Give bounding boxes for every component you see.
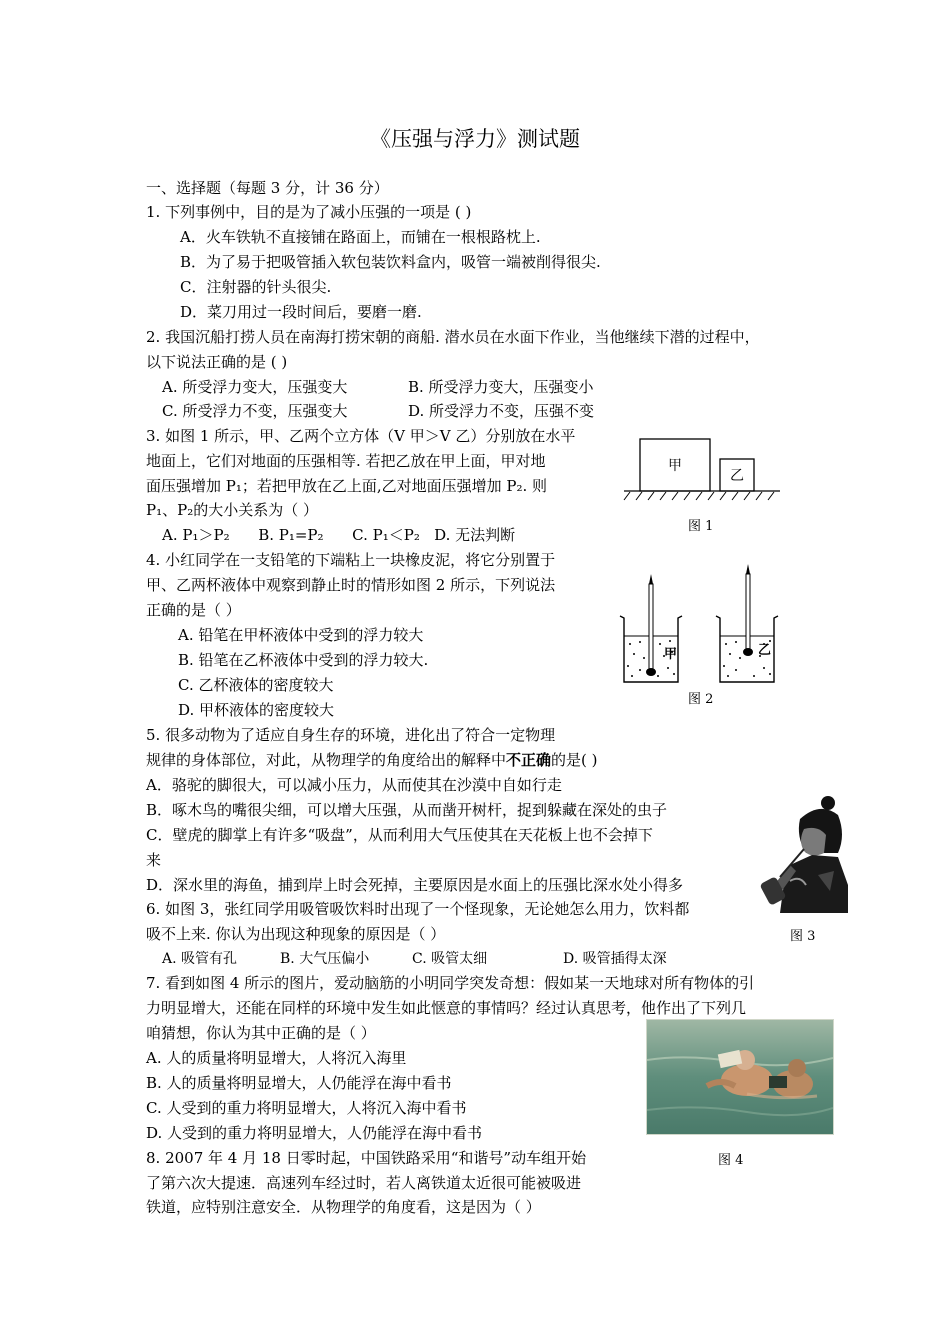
q2-stem-line1: 2. 我国沉船打捞人员在南海打捞宋朝的商船. 潜水员在水面下作业，当他继续下潜的过程中， (146, 328, 760, 346)
figure-1-caption: 图 1 (688, 519, 714, 534)
beaker-jia-label: 甲 (664, 647, 678, 662)
q3-stem-line4: P₁、P₂的大小关系为（ ） (146, 501, 318, 519)
q5-option-d: D．深水里的海鱼，捕到岸上时会死掉，主要原因是水面上的压强比深水处小得多 (146, 876, 684, 894)
q6-option-a: A. 吸管有孔 (162, 951, 238, 967)
q8-stem-line1: 8. 2007 年 4 月 18 日零时起，中国铁路采用“和谐号”动车组开始 (146, 1149, 587, 1167)
q6-stem-line1: 6. 如图 3，张红同学用吸管吸饮料时出现了一个怪现象，无论她怎么用力，饮料都 (146, 900, 690, 918)
q7-option-d: D. 人受到的重力将明显增大，人仍能浮在海中看书 (146, 1124, 483, 1142)
q5-option-c-line2: 来 (146, 851, 162, 869)
q1-option-d: D．菜刀用过一段时间后，要磨一磨. (180, 303, 422, 321)
q8-stem-line3: 铁道，应特别注意安全．从物理学的角度看，这是因为（ ） (146, 1198, 541, 1216)
q8-stem-line2: 了第六次大提速．高速列车经过时，若人离铁道太近很可能被吸进 (146, 1174, 582, 1192)
q1-stem: 1. 下列事例中，目的是为了减小压强的一项是 ( ) (146, 203, 472, 221)
beaker-yi (716, 564, 778, 682)
q7-option-a: A. 人的质量将明显增大，人将沉入海里 (146, 1049, 407, 1067)
q3-stem-line1: 3. 如图 1 所示，甲、乙两个立方体（V 甲＞V 乙）分别放在水平 (146, 427, 576, 445)
q6-option-b: B. 大气压偏小 (280, 951, 370, 967)
q5-stem-line1: 5. 很多动物为了适应自身生存的环境，进化出了符合一定物理 (146, 726, 556, 744)
q5-option-b: B．啄木鸟的嘴很尖细，可以增大压强，从而凿开树杆，捉到躲藏在深处的虫子 (146, 801, 668, 819)
ground-hatching (624, 492, 774, 500)
beaker-yi-label: 乙 (758, 643, 772, 658)
q5-emphasis-incorrect: 不正确 (506, 751, 552, 769)
figure-2-beakers (614, 562, 794, 688)
q5-option-a: A．骆驼的脚很大，可以减小压力，从而使其在沙漠中自如行走 (146, 776, 562, 794)
q7-stem-line1: 7. 看到如图 4 所示的图片，爱动脑筋的小明同学突发奇想：假如某一天地球对所有物体的引 (146, 974, 755, 992)
q6-option-c: C. 吸管太细 (412, 951, 488, 967)
q4-stem-line1: 4. 小红同学在一支铅笔的下端粘上一块橡皮泥，将它分别置于 (146, 551, 556, 569)
q5-option-c-line1: C．壁虎的脚掌上有许多“吸盘”，从而利用大气压使其在天花板上也不会掉下 (146, 826, 653, 844)
figure-3-caption: 图 3 (790, 929, 816, 944)
figure-4-floating-people (646, 1019, 834, 1135)
q6-stem-line2: 吸不上来. 你认为出现这种现象的原因是（ ） (146, 925, 446, 943)
q3-stem-line2: 地面上，它们对地面的压强相等. 若把乙放在甲上面，甲对地 (146, 452, 546, 470)
q5-stem-line2-c: 的是( ) (551, 751, 598, 769)
q1-option-b: B．为了易于把吸管插入软包装饮料盒内，吸管一端被削得很尖. (180, 253, 601, 271)
q4-option-c: C. 乙杯液体的密度较大 (178, 676, 334, 694)
q4-option-d: D. 甲杯液体的密度较大 (178, 701, 335, 719)
q4-stem-line3: 正确的是（ ） (146, 601, 241, 619)
q7-stem-line2: 力明显增大，还能在同样的环境中发生如此惬意的事情吗？经过认真思考，他作出了下列几 (146, 999, 747, 1017)
q2-stem-line2: 以下说法正确的是 ( ) (146, 353, 288, 371)
figure-1-cubes (620, 436, 785, 511)
q3-options: A. P₁＞P₂ B. P₁=P₂ C. P₁＜P₂ D. 无法判断 (162, 526, 516, 544)
q2-option-b: B. 所受浮力变大，压强变小 (408, 378, 594, 396)
cube-yi-label: 乙 (730, 468, 744, 484)
q5-stem-line2 (146, 750, 598, 770)
q2-option-a: A. 所受浮力变大，压强变大 (162, 378, 348, 396)
figure-3-girl-drinking (760, 795, 848, 913)
cube-jia-label: 甲 (668, 458, 682, 474)
q5-stem-line2-a: 规律的身体部位，对此，从物理学的角度给出的解释中 (146, 751, 507, 769)
q4-stem-line2: 甲、乙两杯液体中观察到静止时的情形如图 2 所示，下列说法 (146, 576, 556, 594)
q7-option-b: B. 人的质量将明显增大，人仍能浮在海中看书 (146, 1074, 452, 1092)
q7-option-c: C. 人受到的重力将明显增大，人将沉入海中看书 (146, 1099, 467, 1117)
q7-stem-line3: 咱猜想，你认为其中正确的是（ ） (146, 1024, 376, 1042)
q3-stem-line3: 面压强增加 P₁；若把甲放在乙上面,乙对地面压强增加 P₂. 则 (146, 477, 548, 495)
figure-4-caption: 图 4 (718, 1153, 744, 1168)
section-heading: 一、选择题（每题 3 分，计 36 分） (146, 179, 389, 197)
q2-option-c: C. 所受浮力不变，压强变大 (162, 402, 348, 420)
q2-option-d: D. 所受浮力不变，压强不变 (408, 402, 595, 420)
page-title: 《压强与浮力》测试题 (370, 127, 580, 151)
q1-option-c: C．注射器的针头很尖. (180, 278, 332, 296)
q1-option-a: A．火车铁轨不直接铺在路面上，而铺在一根根路枕上. (180, 228, 541, 246)
q6-option-d: D. 吸管插得太深 (563, 951, 667, 967)
q4-option-a: A. 铅笔在甲杯液体中受到的浮力较大 (178, 626, 424, 644)
q4-option-b: B. 铅笔在乙杯液体中受到的浮力较大. (178, 651, 429, 669)
figure-2-caption: 图 2 (688, 692, 714, 707)
beaker-jia (620, 574, 682, 682)
